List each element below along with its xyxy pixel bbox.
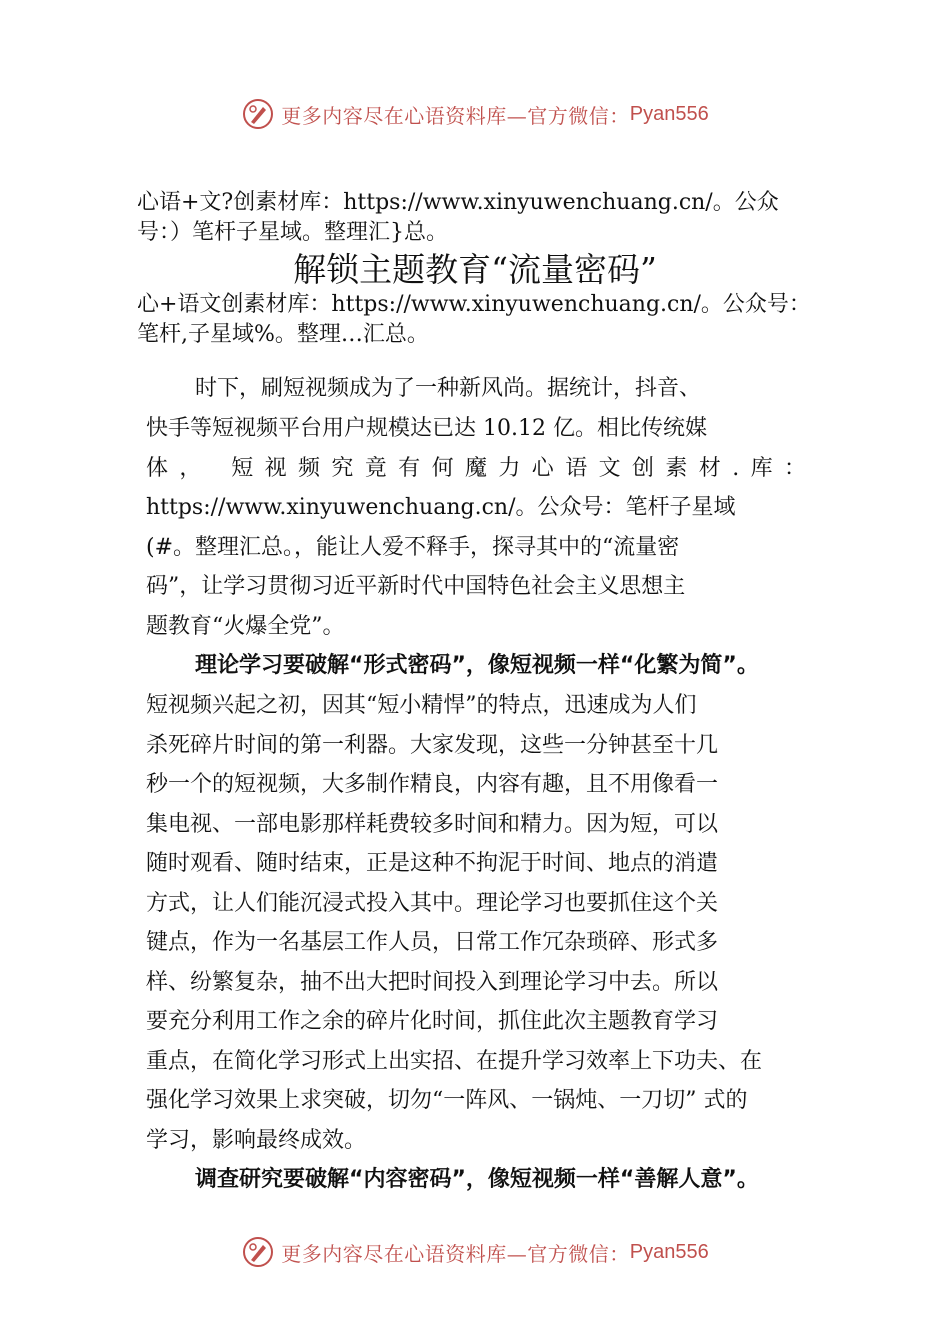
banner-text: 更多内容尽在心语资料库—官方微信： (281, 1241, 630, 1266)
para2-line: 学习，影响最终成效。 (146, 1128, 367, 1153)
footer-banner (0, 1232, 950, 1272)
para1-line: https://www.xinyuwenchuang.cn/。公众号：笔杆子星域 (146, 495, 736, 520)
para2-line: 重点，在简化学习形式上出实招、在提升学习效率上下功夫、在 (146, 1049, 763, 1074)
header-line-2: 号：）笔杆子星域。整理汇}总。 (137, 220, 448, 245)
header-banner (0, 94, 950, 134)
para1-line: 题教育“火爆全党”。 (146, 614, 345, 639)
pen-nib-logo-icon (241, 97, 275, 131)
banner-wechat-id: Pyan556 (629, 1240, 709, 1263)
para2-line: 随时观看、随时结束，正是这种不拘泥于时间、地点的消遣 (146, 851, 719, 876)
para2-line: 杀死碎片时间的第一利器。大家发现，这些一分钟甚至十几 (146, 733, 719, 758)
section-heading-theory: 理论学习要破解“形式密码”，像短视频一样“化繁为简”。 (195, 653, 759, 678)
para2-line: 键点，作为一名基层工作人员，日常工作冗杂琐碎、形式多 (146, 930, 719, 955)
para1-line: 时下，刷短视频成为了一种新风尚。据统计，抖音、 (195, 376, 702, 401)
subheader-line-1: 心+语文创素材库：https://www.xinyuwenchuang.cn/。公众号： (137, 292, 811, 317)
para2-line: 要充分利用工作之余的碎片化时间，抓住此次主题教育学习 (146, 1009, 719, 1034)
header-line-1: 心语+文?创素材库：https://www.xinyuwenchuang.cn/。公众 (137, 190, 779, 215)
para2-line: 强化学习效果上求突破，切勿“一阵风、一锅炖、一刀切” 式的 (146, 1088, 748, 1113)
para2-line: 集电视、一部电影那样耗费较多时间和精力。因为短，可以 (146, 812, 719, 837)
para2-line: 方式，让人们能沉浸式投入其中。理论学习也要抓住这个关 (146, 891, 719, 916)
banner-wechat-id: Pyan556 (629, 102, 709, 125)
section-heading-research: 调查研究要破解“内容密码”，像短视频一样“善解人意”。 (195, 1167, 759, 1192)
para1-line: (#。整理汇总。，能让人爱不释手，探寻其中的“流量密 (146, 535, 680, 560)
para1-line: 体， 短视频究竟有何魔力心语文创素材.库： (146, 456, 806, 481)
subheader-line-2: 笔杆,子星域%。整理…汇总。 (137, 322, 429, 347)
banner-text: 更多内容尽在心语资料库—官方微信： (281, 103, 630, 128)
page-title: 解锁主题教育“流量密码” (293, 250, 657, 289)
para2-line: 短视频兴起之初，因其“短小精悍”的特点，迅速成为人们 (146, 693, 697, 718)
para1-line: 快手等短视频平台用户规模达已达 10.12 亿。相比传统媒 (146, 416, 707, 441)
para2-line: 秒一个的短视频，大多制作精良，内容有趣，且不用像看一 (146, 772, 719, 797)
para2-line: 样、纷繁复杂，抽不出大把时间投入到理论学习中去。所以 (146, 970, 719, 995)
pen-nib-logo-icon (241, 1235, 275, 1269)
para1-line: 码”，让学习贯彻习近平新时代中国特色社会主义思想主 (146, 574, 686, 599)
